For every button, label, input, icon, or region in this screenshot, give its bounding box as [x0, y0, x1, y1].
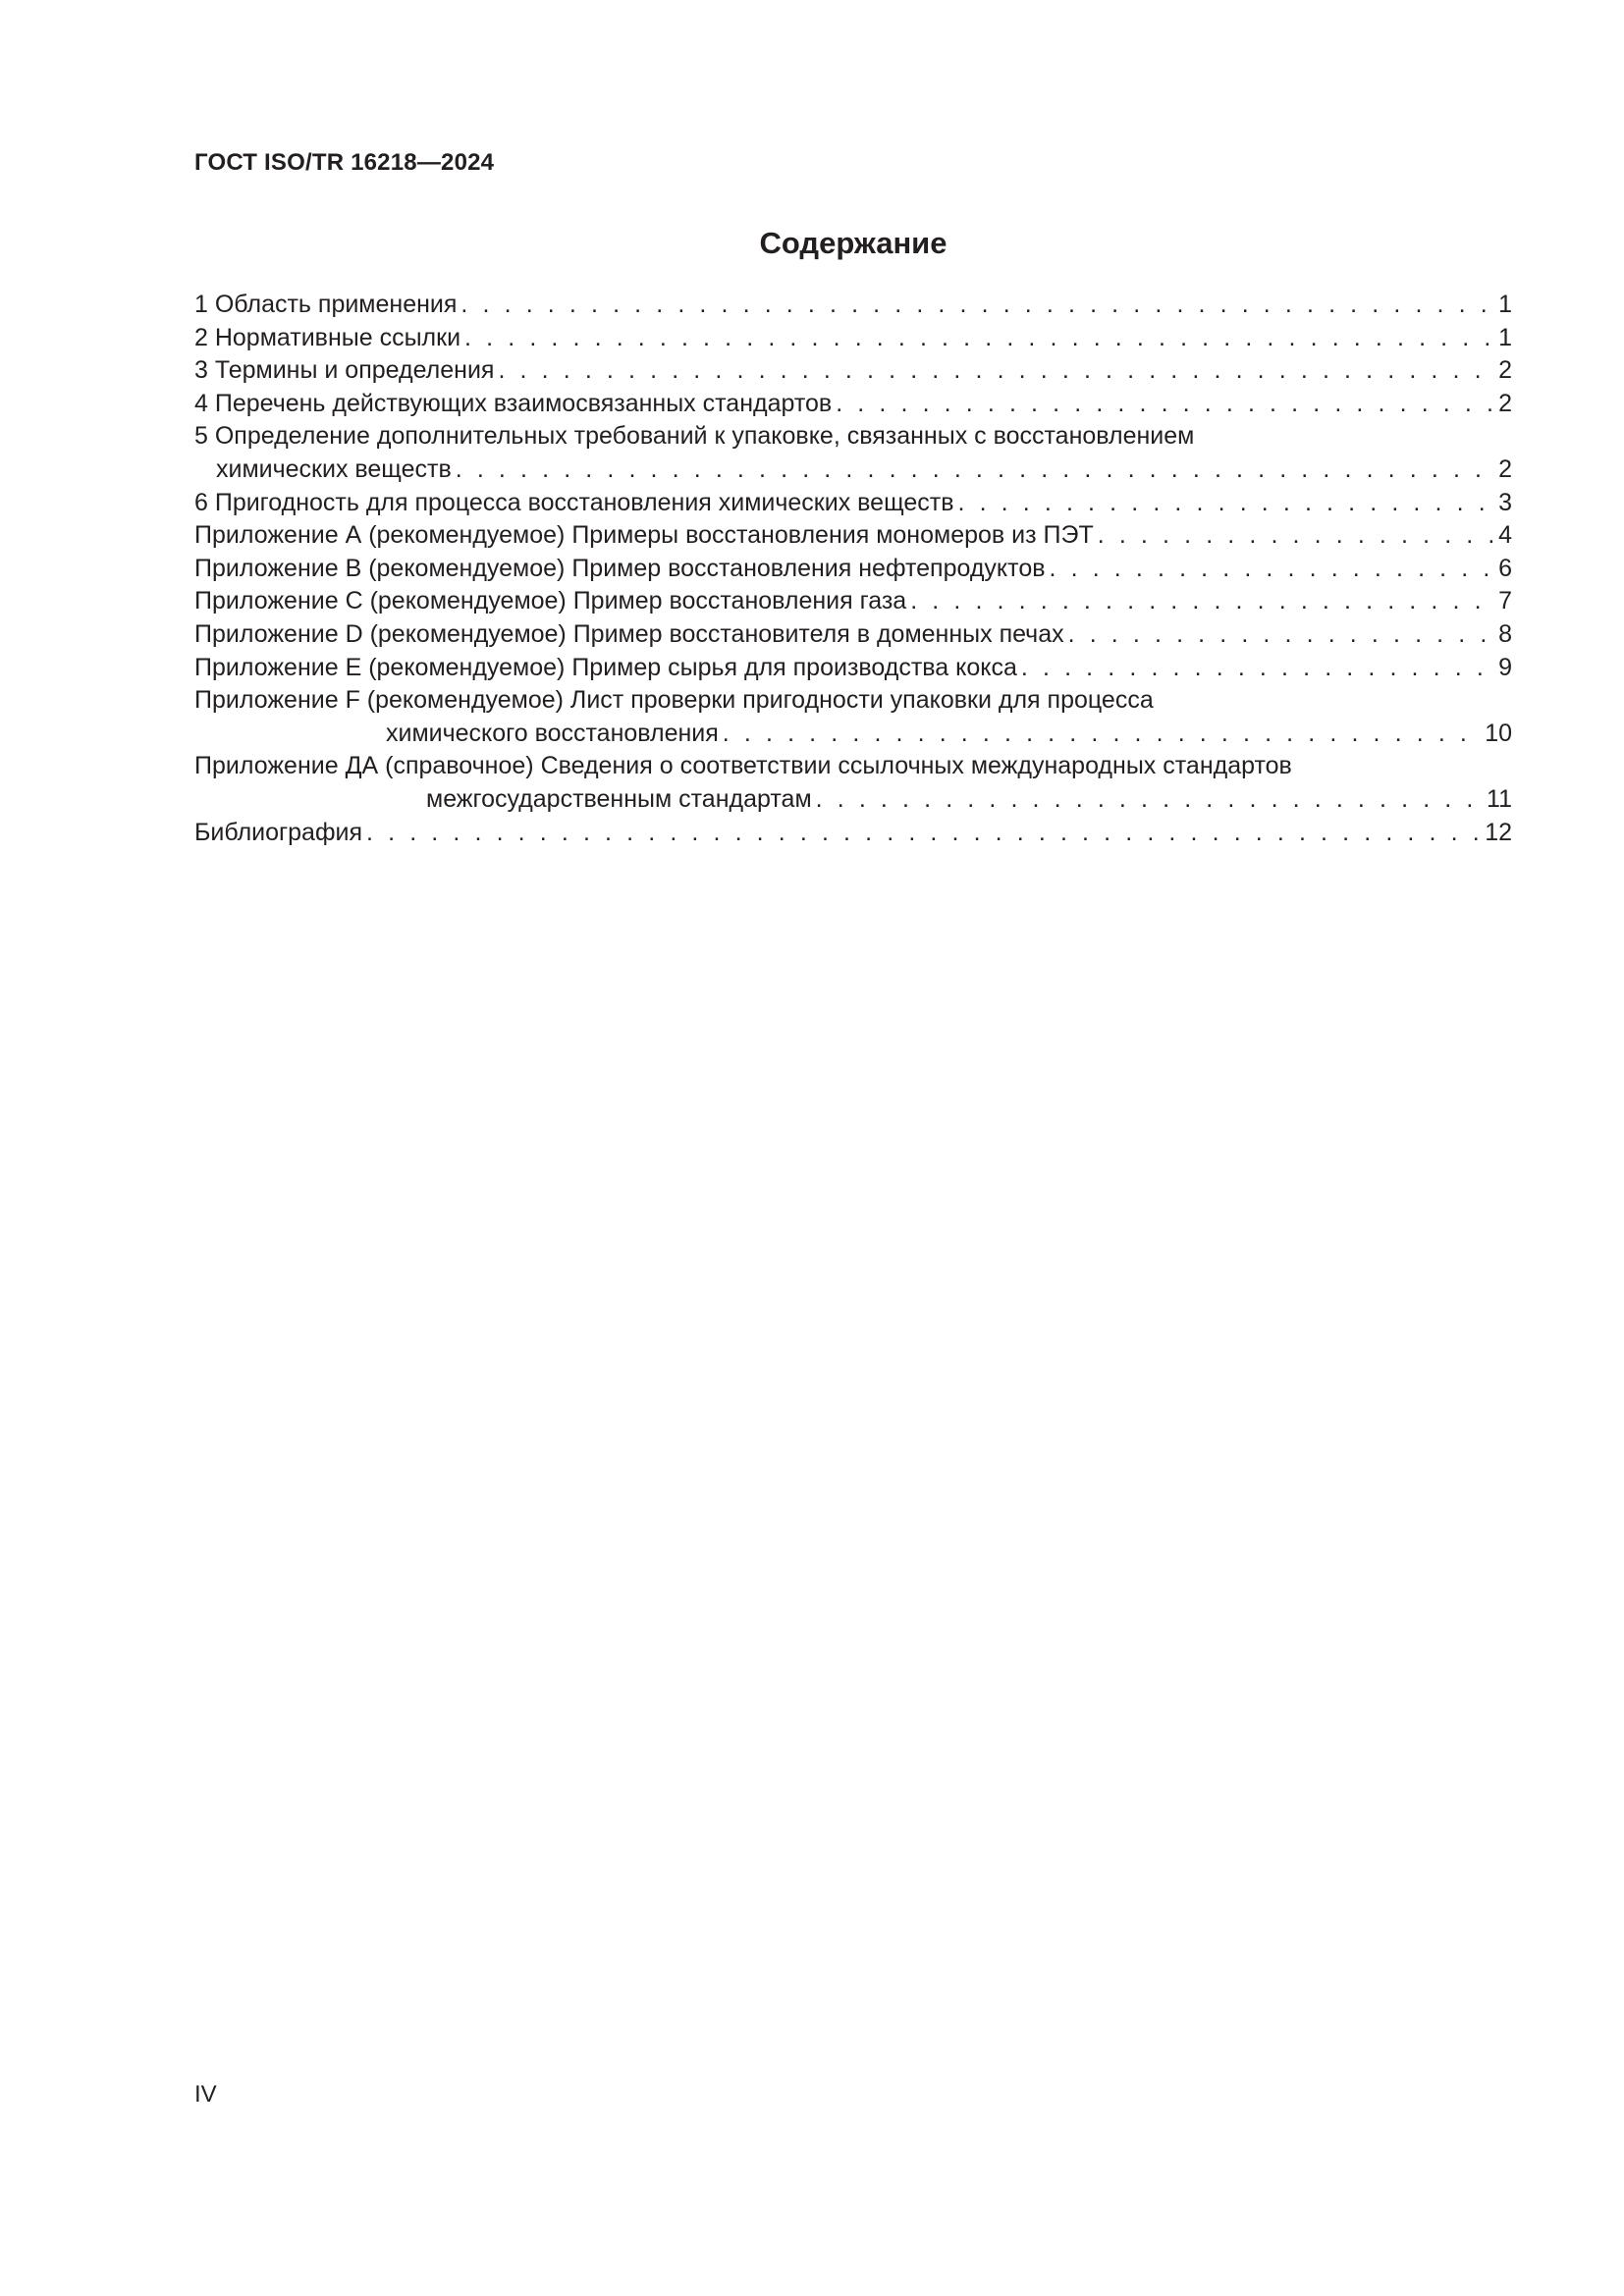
toc-entry-annex-e[interactable] — [194, 652, 1512, 685]
toc-title: Содержание — [759, 226, 947, 260]
dot-leader — [498, 354, 1496, 388]
toc-page-number: 2 — [1498, 389, 1512, 417]
toc-entry-text-continued: химических веществ — [216, 454, 452, 483]
toc-entry-text: Приложение Е (рекомендуемое) Пример сырья для производства кокса — [194, 653, 1017, 681]
dot-leader — [816, 783, 1485, 817]
dot-leader — [1068, 618, 1496, 652]
toc-page-number: 11 — [1487, 784, 1512, 813]
toc-entry-text: 2 Нормативные ссылки — [194, 323, 461, 351]
toc-page-number: 12 — [1485, 818, 1512, 846]
toc-entry-text: 5 Определение дополнительных требований к упаковке, связанных с восстановлением — [194, 422, 1195, 451]
dot-leader — [456, 454, 1496, 487]
toc-entry-text: Приложение D (рекомендуемое) Пример восстановителя в доменных печах — [194, 619, 1064, 648]
toc-entry-text: Приложение В (рекомендуемое) Пример восстановления нефтепродуктов — [194, 554, 1046, 582]
dot-leader — [958, 487, 1497, 520]
table-of-contents — [194, 289, 1512, 849]
toc-entry-annex-b[interactable] — [194, 553, 1512, 586]
toc-entry-normative-references[interactable] — [194, 322, 1512, 355]
toc-page-number: 2 — [1498, 454, 1512, 483]
toc-entry-annex-f[interactable] — [194, 684, 1512, 750]
toc-page-number: 10 — [1485, 719, 1512, 747]
toc-entry-text-continued: межгосударственным стандартам — [426, 784, 812, 813]
toc-entry-annex-a[interactable] — [194, 519, 1512, 553]
dot-leader — [723, 718, 1483, 751]
dot-leader — [910, 585, 1496, 618]
toc-page-number: 2 — [1498, 356, 1512, 385]
toc-entry-annex-da[interactable] — [194, 750, 1512, 816]
toc-entry-text: 1 Область применения — [194, 291, 458, 318]
toc-entry-annex-c[interactable] — [194, 585, 1512, 618]
toc-entry-scope[interactable] — [194, 289, 1512, 322]
dot-leader — [460, 289, 1496, 322]
document-header: ГОСТ ISO/TR 16218—2024 — [194, 149, 495, 176]
dot-leader — [1021, 652, 1496, 685]
toc-entry-text: Приложение F (рекомендуемое) Лист проверки пригодности упаковки для процесса — [194, 686, 1154, 715]
toc-entry-terms[interactable] — [194, 354, 1512, 388]
toc-entry-text: Приложение С (рекомендуемое) Пример восстановления газа — [194, 587, 907, 615]
toc-entry-additional-requirements[interactable] — [194, 420, 1512, 486]
dot-leader — [1098, 519, 1496, 553]
toc-page-number: 9 — [1498, 653, 1512, 681]
toc-entry-text: 4 Перечень действующих взаимосвязанных стандартов — [194, 389, 833, 417]
dot-leader — [366, 817, 1483, 850]
dot-leader — [1050, 553, 1497, 586]
toc-entry-suitability[interactable] — [194, 487, 1512, 520]
toc-entry-text: Приложение А (рекомендуемое) Примеры восстановления мономеров из ПЭТ — [194, 521, 1094, 550]
toc-entry-related-standards[interactable] — [194, 388, 1512, 421]
page-number: IV — [194, 2081, 217, 2108]
toc-entry-annex-d[interactable] — [194, 618, 1512, 652]
toc-entry-text: Приложение ДА (справочное) Сведения о соответствии ссылочных международных стандартов — [194, 752, 1292, 780]
toc-entry-bibliography[interactable] — [194, 817, 1512, 850]
toc-page-number: 1 — [1498, 291, 1512, 318]
toc-page-number: 1 — [1498, 323, 1512, 351]
dot-leader — [464, 322, 1496, 355]
toc-entry-text: Библиография — [194, 818, 363, 846]
toc-page-number: 7 — [1498, 587, 1512, 615]
toc-entry-text-continued: химического восстановления — [386, 719, 719, 747]
dot-leader — [836, 388, 1496, 421]
toc-page-number: 4 — [1498, 521, 1512, 550]
toc-page-number: 6 — [1498, 554, 1512, 582]
toc-entry-text: 6 Пригодность для процесса восстановления химических веществ — [194, 488, 954, 516]
toc-page-number: 3 — [1498, 488, 1512, 516]
toc-page-number: 8 — [1498, 619, 1512, 648]
toc-entry-text: 3 Термины и определения — [194, 356, 495, 385]
